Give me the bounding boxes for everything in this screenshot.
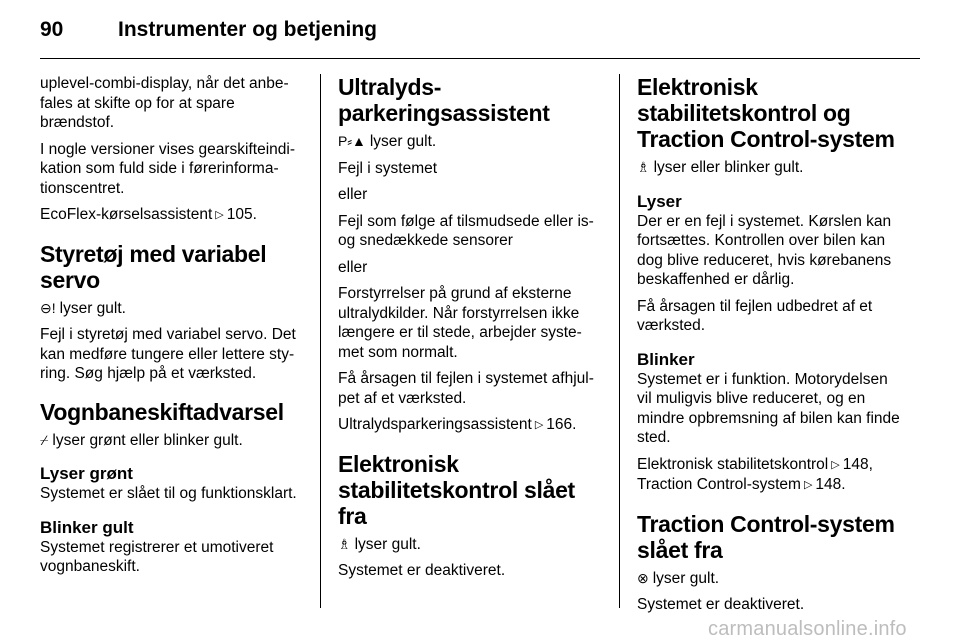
paragraph: Forstyrrelser på grund af eksterne ultralydkilder. Når forstyrrelsen ikke længere er til stede, arbejder syste-met som normalt. [338,285,582,361]
indicator-line [637,158,902,178]
page-header [40,18,920,48]
column-1 [40,74,305,584]
reference-page: 105. [226,206,257,223]
section-heading-tc-off: Traction Control-system slået fra [637,510,895,563]
indicator-line [637,569,902,589]
section-heading-servo: Styretøj med variabel servo [40,240,267,293]
paragraph: Fejl i systemet [338,159,438,177]
paragraph: Systemet registrerer et umotiveret vognbaneskift. [40,538,274,575]
paragraph: eller [338,258,368,276]
page-title: Instrumenter og betjening [118,18,378,41]
paragraph: Få årsagen til fejlen udbedret af et værksted. [637,297,873,334]
indicator-text: lyser gult. [652,569,720,587]
page-number: 90 [40,18,64,41]
arrow-icon: ▷ [534,419,544,431]
esc-off-icon: ♗ [338,535,351,552]
arrow-icon: ▷ [831,458,840,471]
indicator-text: lyser eller blinker gult. [653,159,804,176]
steering-servo-icon: ⊖! [40,299,56,316]
indicator-line [338,535,603,555]
reference-text: Elektronisk stabilitetskontrol [637,455,829,473]
paragraph: uplevel-combi-display, når det anbe-fales at skifte op for at spare brændstof. [40,75,289,131]
arrow-icon: ▷ [215,209,224,221]
header-rule [40,58,920,59]
section-heading-esc: Elektronisk stabilitetskontrol og Traction Control-system [637,74,895,152]
column-3 [637,74,902,622]
traction-control-off-icon: ⊗ [637,569,649,586]
column-divider-2 [619,74,620,608]
indicator-text: lyser gult. [354,535,421,553]
paragraph: Få årsagen til fejlen i systemet afhjul-pet af et værksted. [338,370,594,407]
cross-reference [637,455,902,496]
paragraph: Fejl som følge af tilsmudsede eller is-og snedækkede sensorer [338,212,594,249]
watermark: carmanualsonline.info [708,618,907,640]
subheading-green: Lyser grønt [40,464,133,483]
column-divider-1 [320,74,321,608]
section-heading-esc-off: Elektronisk stabilitetskontrol slået fra [338,450,575,529]
reference-page: 148, [842,455,873,473]
cross-reference [40,205,305,226]
reference-text: Traction Control-system [637,476,801,493]
paragraph: Systemet er deaktiveret. [338,562,506,579]
paragraph: Fejl i styretøj med variabel servo. Det kan medføre tungere eller lettere sty-ring. Søg hjælp på et værksted. [40,326,296,382]
indicator-text: lyser gult. [369,133,437,150]
esc-icon: ♗ [637,159,650,175]
arrow-icon: ▷ [803,479,813,491]
paragraph: Systemet er deaktiveret. [637,596,805,613]
paragraph: Systemet er slået til og funktionsklart. [40,485,297,502]
indicator-text: lyser gult. [59,299,126,317]
cross-reference [338,415,603,436]
subheading-blinker: Blinker [637,349,695,369]
subheading-lyser: Lyser [637,191,682,211]
reference-text: Ultralydsparkeringsassistent [338,416,532,433]
subheading-yellow: Blinker gult [40,517,134,537]
column-2 [338,74,603,588]
reference-page: 166. [546,416,577,433]
indicator-line [40,299,305,319]
parking-assist-icon: P⸗▲ [338,133,366,149]
paragraph: eller [338,186,368,203]
lane-change-icon: ⌿ [40,431,49,448]
indicator-line [338,132,603,152]
section-heading-parking: Ultralyds-parkeringsassistent [338,74,550,126]
reference-text: EcoFlex-kørselsassistent [40,206,213,223]
indicator-line [40,431,305,451]
paragraph: Der er en fejl i systemet. Kørslen kan fortsættes. Kontrollen over bilen kan dog blive reduceret, hvis kørebanens beskaffenhed er dårlig. [637,212,892,288]
section-heading-lane: Vognbaneskiftadvarsel [40,398,284,425]
indicator-text: lyser grønt eller blinker gult. [52,431,243,449]
reference-page: 148. [815,476,846,493]
paragraph: Systemet er i funktion. Motorydelsen vil muligvis blive reduceret, og en mindre opbremsning af bilen kan finde sted. [637,370,900,446]
paragraph: I nogle versioner vises gearskifteindi-kation som fuld side i førerinforma-tionscentret. [40,140,296,197]
